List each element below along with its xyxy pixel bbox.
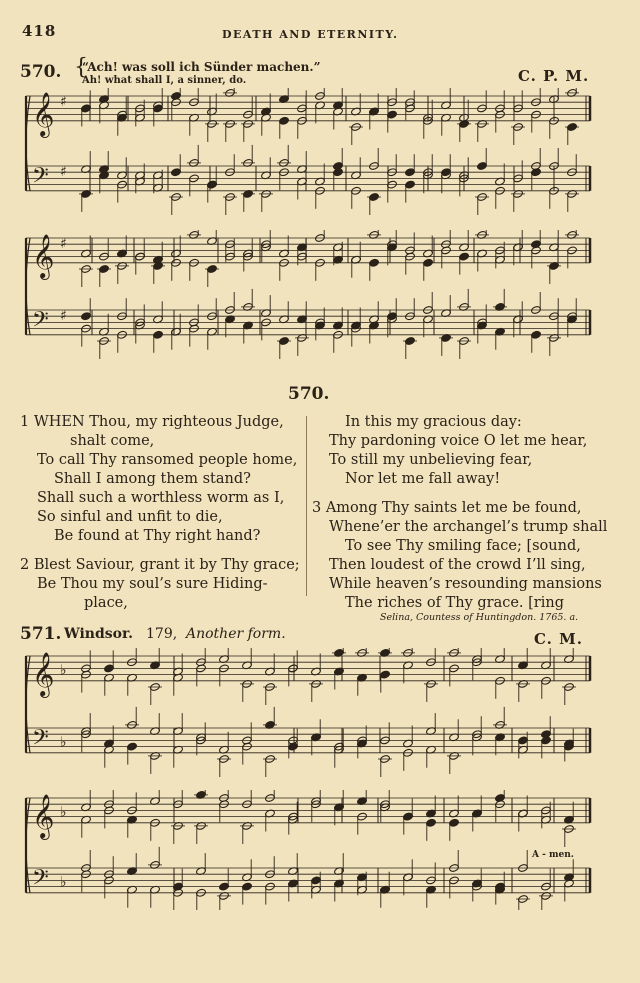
section-title: DEATH AND ETERNITY. bbox=[222, 28, 399, 41]
flat-sign-icon: ♭ bbox=[60, 874, 67, 891]
verse-line: place, bbox=[84, 595, 128, 611]
german-title: “Ach! was soll ich Sünder machen.” bbox=[82, 60, 321, 74]
amen-text: A - men. bbox=[532, 850, 574, 860]
verse-line: Shall I among them stand? bbox=[54, 471, 251, 487]
bass-clef-icon: 𝄢 bbox=[32, 725, 49, 756]
treble-clef-icon: 𝄞 bbox=[32, 793, 55, 838]
hymn-570-text-number: 570. bbox=[288, 384, 330, 404]
hymn-571-number: 571. bbox=[20, 624, 62, 644]
sharp-sign-icon: ♯ bbox=[60, 164, 67, 181]
meter-571: C. M. bbox=[534, 630, 583, 648]
verse-line: Then loudest of the crowd I’ll sing, bbox=[329, 557, 586, 573]
verse-line: 1 WHEN Thou, my righteous Judge, bbox=[20, 414, 284, 430]
bass-clef-icon: 𝄢 bbox=[32, 307, 49, 338]
tune-ref-number: 179, bbox=[146, 626, 178, 642]
flat-sign-icon: ♭ bbox=[60, 804, 67, 821]
sharp-sign-icon: ♯ bbox=[60, 94, 67, 111]
treble-clef-icon: 𝄞 bbox=[32, 91, 55, 136]
verse-line: Be found at Thy right hand? bbox=[54, 528, 261, 544]
verse-line: In this my gracious day: bbox=[345, 414, 522, 430]
verse-line: 2 Blest Saviour, grant it by Thy grace; bbox=[20, 557, 300, 573]
flat-sign-icon: ♭ bbox=[60, 662, 67, 679]
treble-clef-icon: 𝄞 bbox=[32, 233, 55, 278]
verse-line: So sinful and unfit to die, bbox=[37, 509, 223, 525]
verse-line: The riches of Thy grace. [ring bbox=[345, 595, 565, 611]
verse-line: Whene’er the archangel’s trump shall bbox=[329, 519, 608, 535]
column-divider bbox=[306, 416, 307, 596]
bass-clef-icon: 𝄢 bbox=[32, 163, 49, 194]
verse-line: While heaven’s resounding mansions bbox=[329, 576, 602, 592]
verse-line: 3 Among Thy saints let me be found, bbox=[312, 500, 582, 516]
attribution: Selina, Countess of Huntingdon. 1765. a. bbox=[380, 612, 579, 623]
music-system-570-b bbox=[24, 230, 594, 362]
bass-clef-icon: 𝄢 bbox=[32, 865, 49, 896]
treble-clef-icon: 𝄞 bbox=[32, 651, 55, 696]
hymn-570-number: 570. bbox=[20, 62, 62, 82]
title-brace: { bbox=[74, 55, 88, 80]
english-title: Ah! what shall I, a sinner, do. bbox=[82, 75, 247, 86]
page-number: 418 bbox=[22, 22, 57, 40]
verse-right-column bbox=[312, 413, 607, 613]
verse-line: Thy pardoning voice O let me hear, bbox=[329, 433, 588, 449]
verse-line: To still my unbelieving fear, bbox=[329, 452, 533, 468]
meter-570: C. P. M. bbox=[518, 67, 590, 85]
verse-line: Be Thou my soul’s sure Hiding- bbox=[37, 576, 268, 592]
tune-ref-note: Another form. bbox=[186, 626, 286, 642]
verse-line: Shall such a worthless worm as I, bbox=[37, 490, 285, 506]
verse-left-column bbox=[20, 413, 300, 613]
music-system-571-a bbox=[24, 648, 594, 778]
tune-name: Windsor. bbox=[64, 626, 133, 642]
music-system-570-a bbox=[24, 88, 594, 220]
flat-sign-icon: ♭ bbox=[60, 734, 67, 751]
sharp-sign-icon: ♯ bbox=[60, 236, 67, 253]
verse-line: Nor let me fall away! bbox=[345, 471, 501, 487]
verse-line: shalt come, bbox=[70, 433, 155, 449]
verse-line: To call Thy ransomed people home, bbox=[37, 452, 298, 468]
verse-line: To see Thy smiling face; [sound, bbox=[345, 538, 581, 554]
sharp-sign-icon: ♯ bbox=[60, 308, 67, 325]
music-system-571-b bbox=[24, 790, 594, 910]
